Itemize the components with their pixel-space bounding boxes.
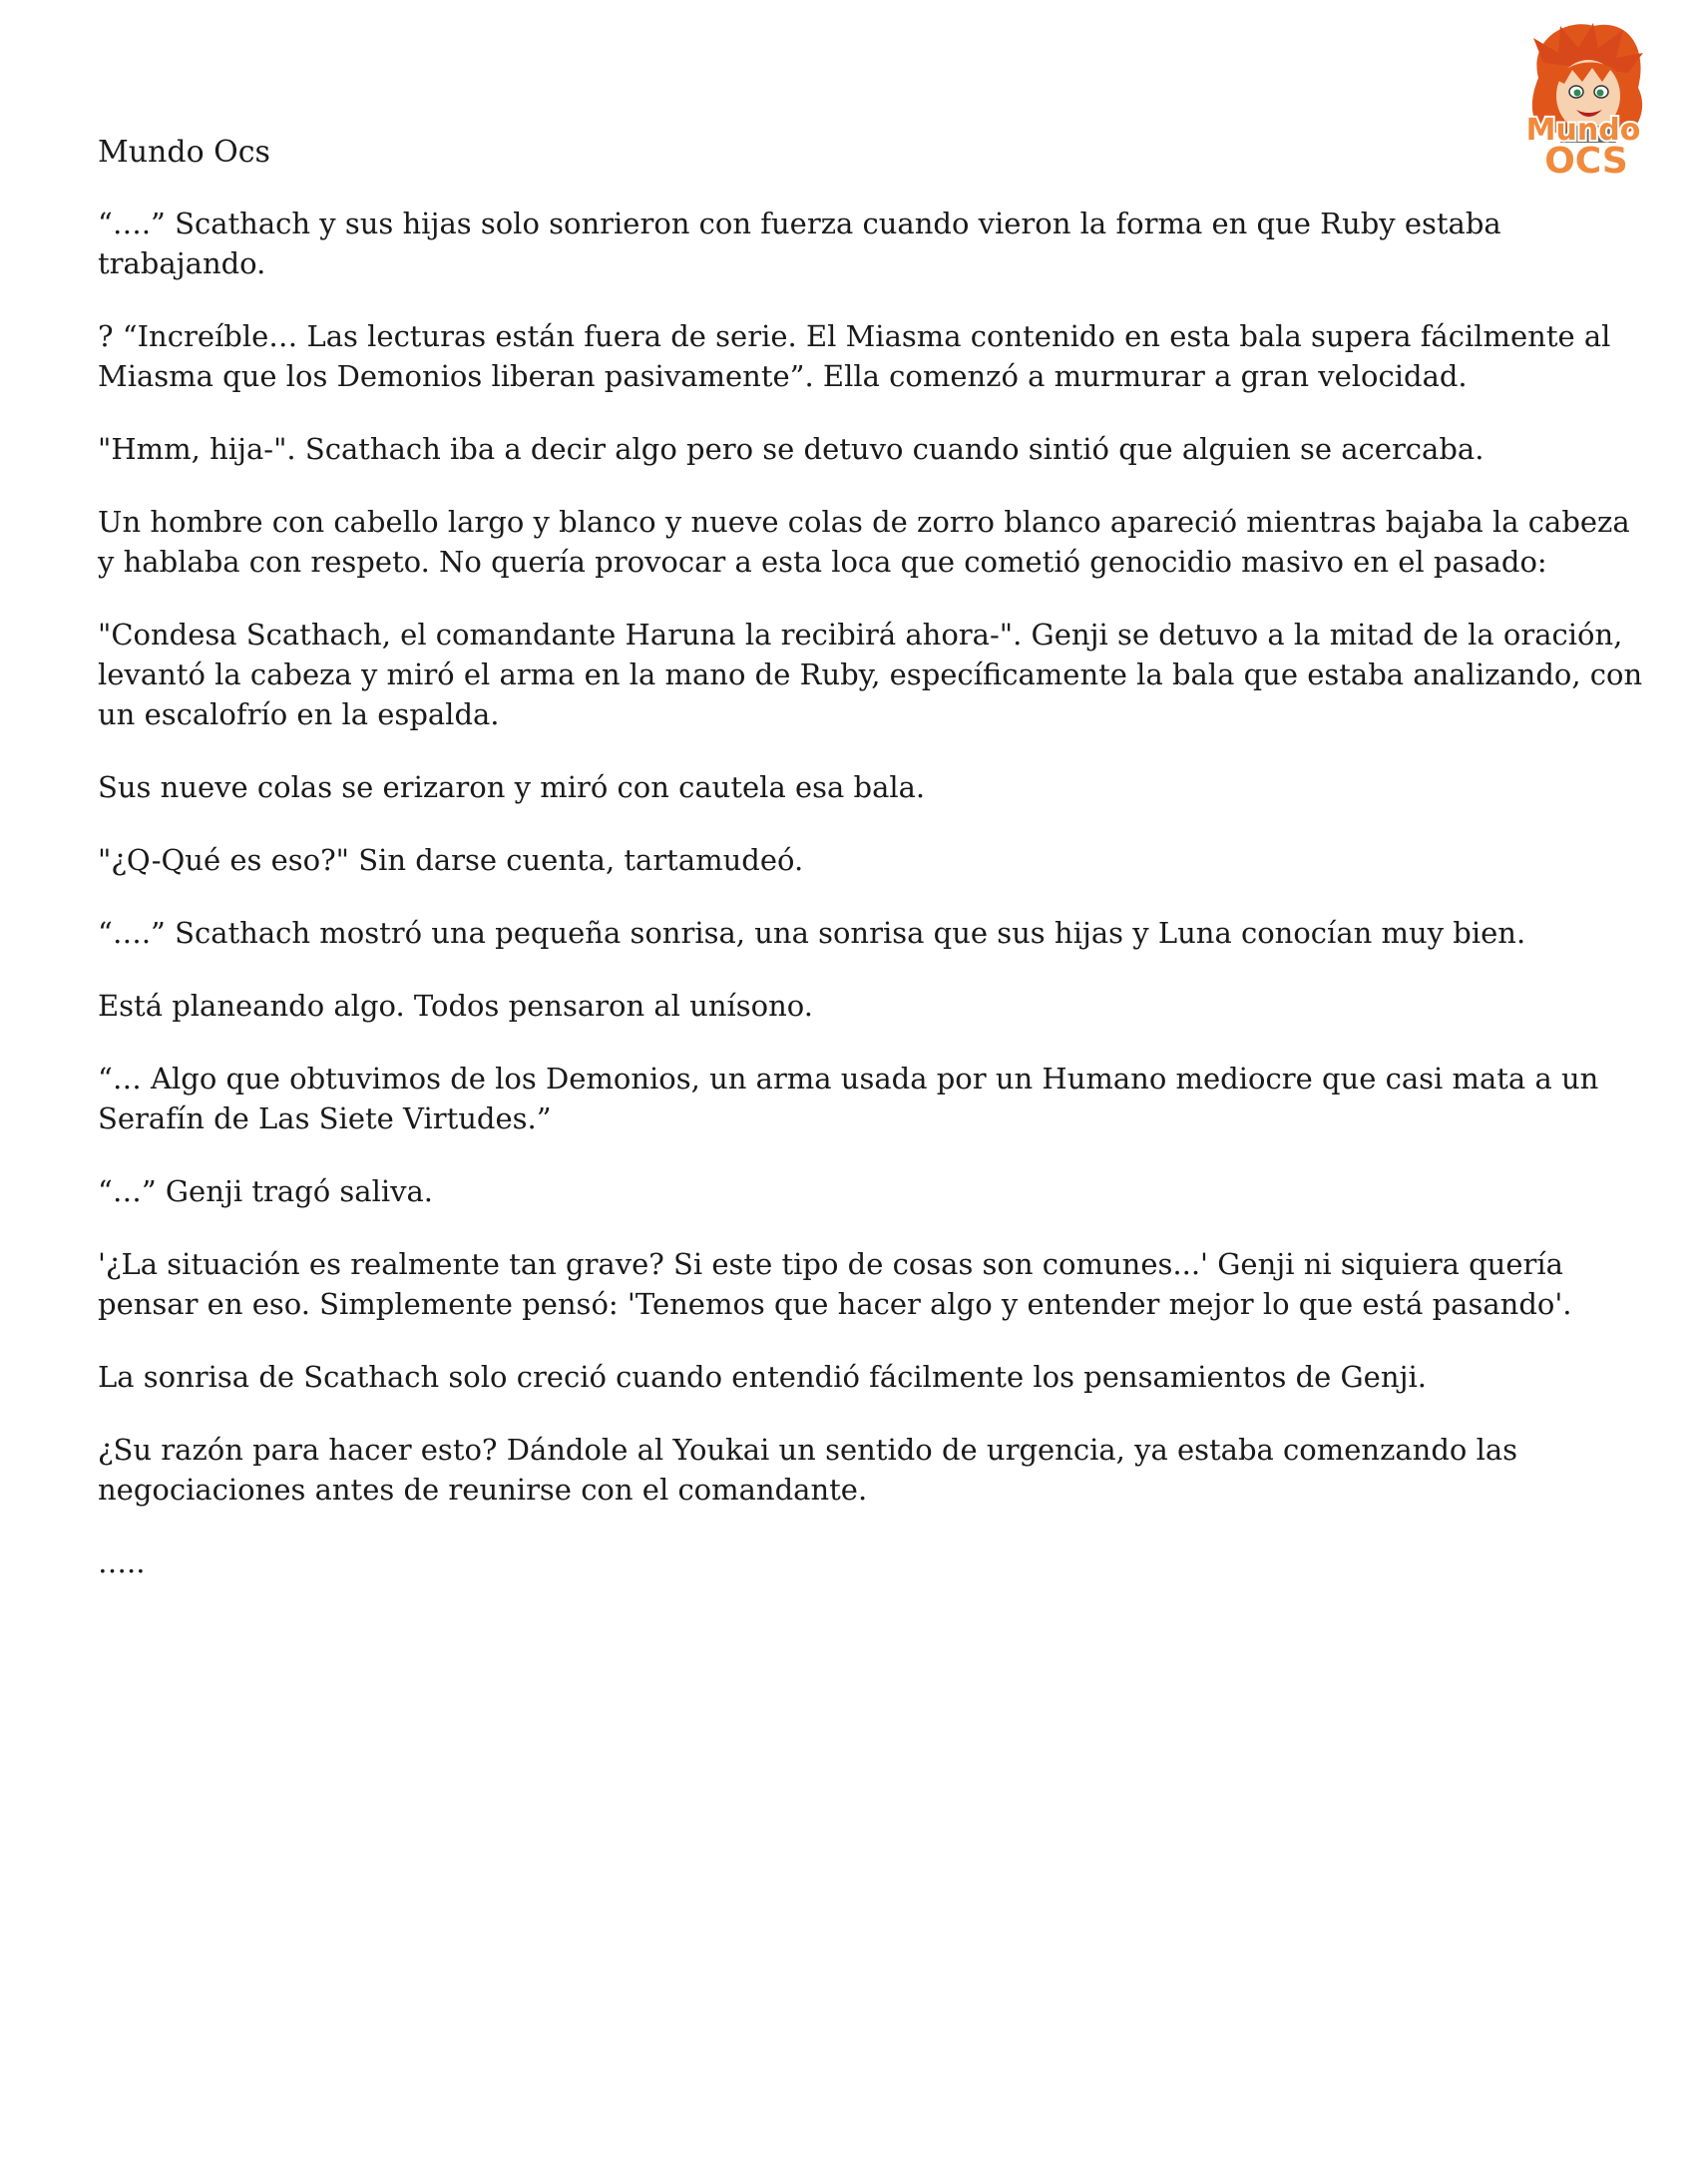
document-body <box>98 204 1654 1615</box>
paragraph: “….” Scathach y sus hijas solo sonrieron con fuerza cuando vieron la forma en que Ruby estaba trabajando. <box>98 207 1501 280</box>
logo-text-mundo: Mundo <box>1525 113 1641 148</box>
paragraph: La sonrisa de Scathach solo creció cuando entendió fácilmente los pensamientos de Genji. <box>98 1360 1428 1394</box>
mundo-ocs-logo <box>1498 18 1668 188</box>
paragraph: ….. <box>98 1545 146 1579</box>
paragraph: “…” Genji tragó saliva. <box>98 1174 434 1208</box>
paragraph: ¿Su razón para hacer esto? Dándole al Youkai un sentido de urgencia, ya estaba comenzando las negociaciones antes de reunirse con el comandante. <box>98 1433 1518 1507</box>
paragraph: "Condesa Scathach, el comandante Haruna la recibirá ahora-". Genji se detuvo a la mitad de la oración, levantó la cabeza y miró el arma en la mano de Ruby, específicamente la bala que estaba analizando, con un escalofrío en la espalda. <box>98 618 1643 731</box>
paragraph: Sus nueve colas se erizaron y miró con cautela esa bala. <box>98 770 926 804</box>
paragraph: Está planeando algo. Todos pensaron al unísono. <box>98 989 813 1023</box>
paragraph: '¿La situación es realmente tan grave? Si este tipo de cosas son comunes...' Genji ni siquiera quería pensar en eso. Simplemente pensó: 'Tenemos que hacer algo y entender mejor lo que está pasando'. <box>98 1247 1572 1321</box>
paragraph: “… Algo que obtuvimos de los Demonios, un arma usada por un Humano mediocre que casi mata a un Serafín de Las Siete Virtudes.” <box>98 1062 1599 1135</box>
document-header: Mundo Ocs <box>98 135 270 170</box>
paragraph: “….” Scathach mostró una pequeña sonrisa, una sonrisa que sus hijas y Luna conocían muy bien. <box>98 916 1526 950</box>
paragraph: Un hombre con cabello largo y blanco y nueve colas de zorro blanco apareció mientras bajaba la cabeza y hablaba con respeto. No quería provocar a esta loca que cometió genocidio masivo en el pasado: <box>98 505 1630 579</box>
paragraph: "Hmm, hija-". Scathach iba a decir algo pero se detuvo cuando sintió que alguien se acercaba. <box>98 432 1484 466</box>
paragraph: ? “Increíble… Las lecturas están fuera de serie. El Miasma contenido en esta bala supera fácilmente al Miasma que los Demonios liberan pasivamente”. Ella comenzó a murmurar a gran velocidad. <box>98 319 1611 393</box>
logo-text-ocs: OCS <box>1544 141 1628 182</box>
paragraph: "¿Q-Qué es eso?" Sin darse cuenta, tartamudeó. <box>98 843 804 877</box>
